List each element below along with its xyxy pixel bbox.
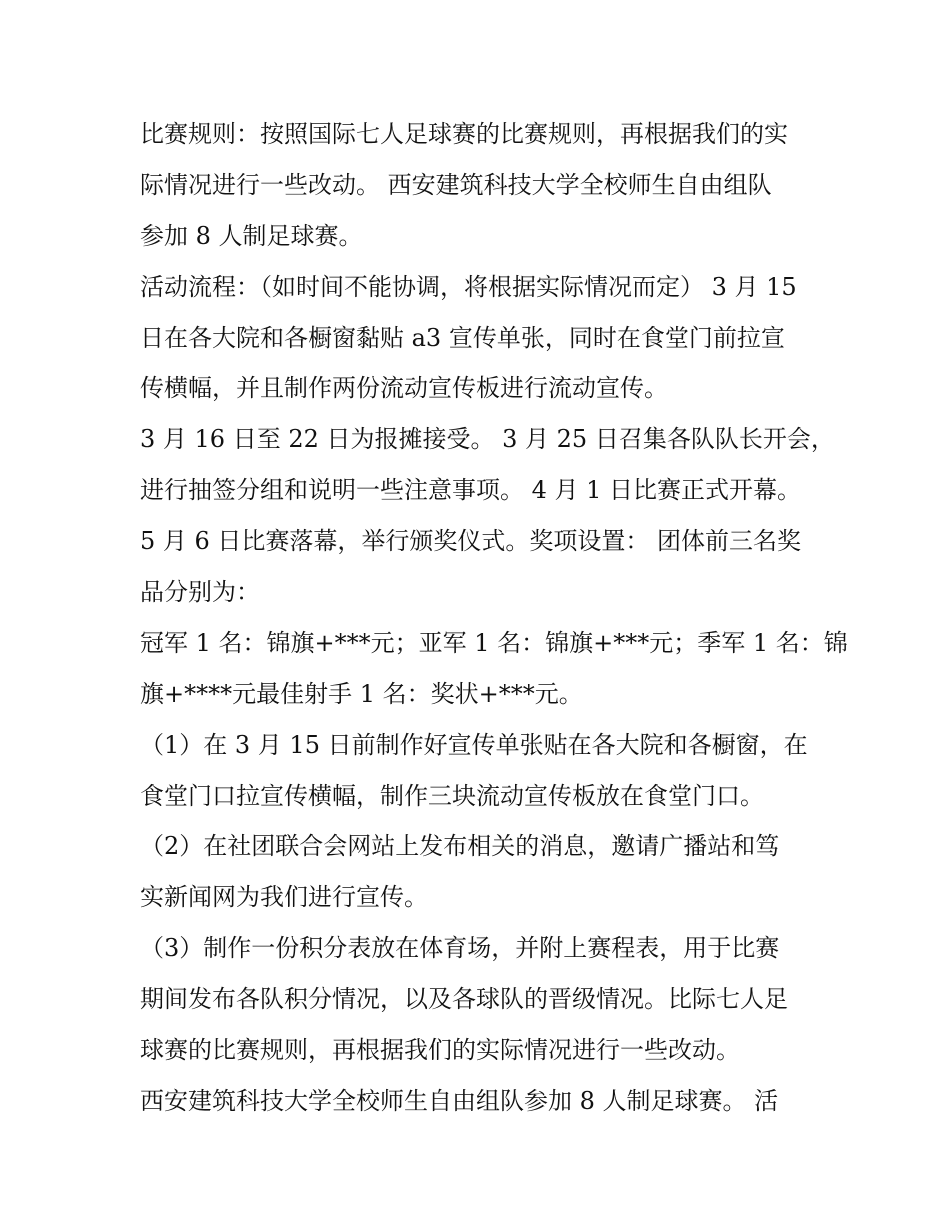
text-line: 3 月 16 日至 22 日为报摊接受。 3 月 25 日召集各队队长开会， (140, 425, 835, 454)
text-line: 进行抽签分组和说明一些注意事项。 4 月 1 日比赛正式开幕。 (140, 476, 802, 505)
text-line: 际情况进行一些改动。 西安建筑科技大学全校师生自由组队 (140, 170, 772, 199)
text-line: 实新闻网为我们进行宣传。 (140, 883, 428, 912)
text-line: 活动流程：（如时间不能协调，将根据实际情况而定） 3 月 15 (140, 272, 797, 301)
text-line: （1）在 3 月 15 日前制作好宣传单张贴在各大院和各橱窗，在 (140, 730, 808, 759)
text-line: 品分别为： (140, 578, 260, 607)
text-line: 5 月 6 日比赛落幕，举行颁奖仪式。奖项设置： 团体前三名奖 (140, 527, 802, 556)
text-line: 旗+****元最佳射手 1 名：奖状+***元。 (140, 679, 583, 708)
text-line: 比赛规则：按照国际七人足球赛的比赛规则，再根据我们的实 (140, 120, 788, 148)
text-line: 参加 8 人制足球赛。 (140, 221, 363, 250)
text-line: （2）在社团联合会网站上发布相关的消息，邀请广播站和笃 (140, 832, 780, 861)
text-line: 日在各大院和各橱窗黏贴 a3 宣传单张，同时在食堂门前拉宣 (140, 323, 785, 352)
text-line: 冠军 1 名：锦旗+***元；亚军 1 名：锦旗+***元；季军 1 名：锦 (140, 628, 848, 657)
text-line: 西安建筑科技大学全校师生自由组队参加 8 人制足球赛。 活 (140, 1086, 779, 1115)
text-line: （3）制作一份积分表放在体育场，并附上赛程表，用于比赛 (140, 934, 780, 963)
text-line: 球赛的比赛规则，再根据我们的实际情况进行一些改动。 (140, 1036, 740, 1065)
document-body (140, 109, 848, 1127)
text-line: 传横幅，并且制作两份流动宣传板进行流动宣传。 (140, 374, 668, 403)
text-line: 期间发布各队积分情况，以及各球队的晋级情况。比际七人足 (140, 985, 788, 1014)
text-line: 食堂门口拉宣传横幅，制作三块流动宣传板放在食堂门口。 (140, 781, 764, 810)
